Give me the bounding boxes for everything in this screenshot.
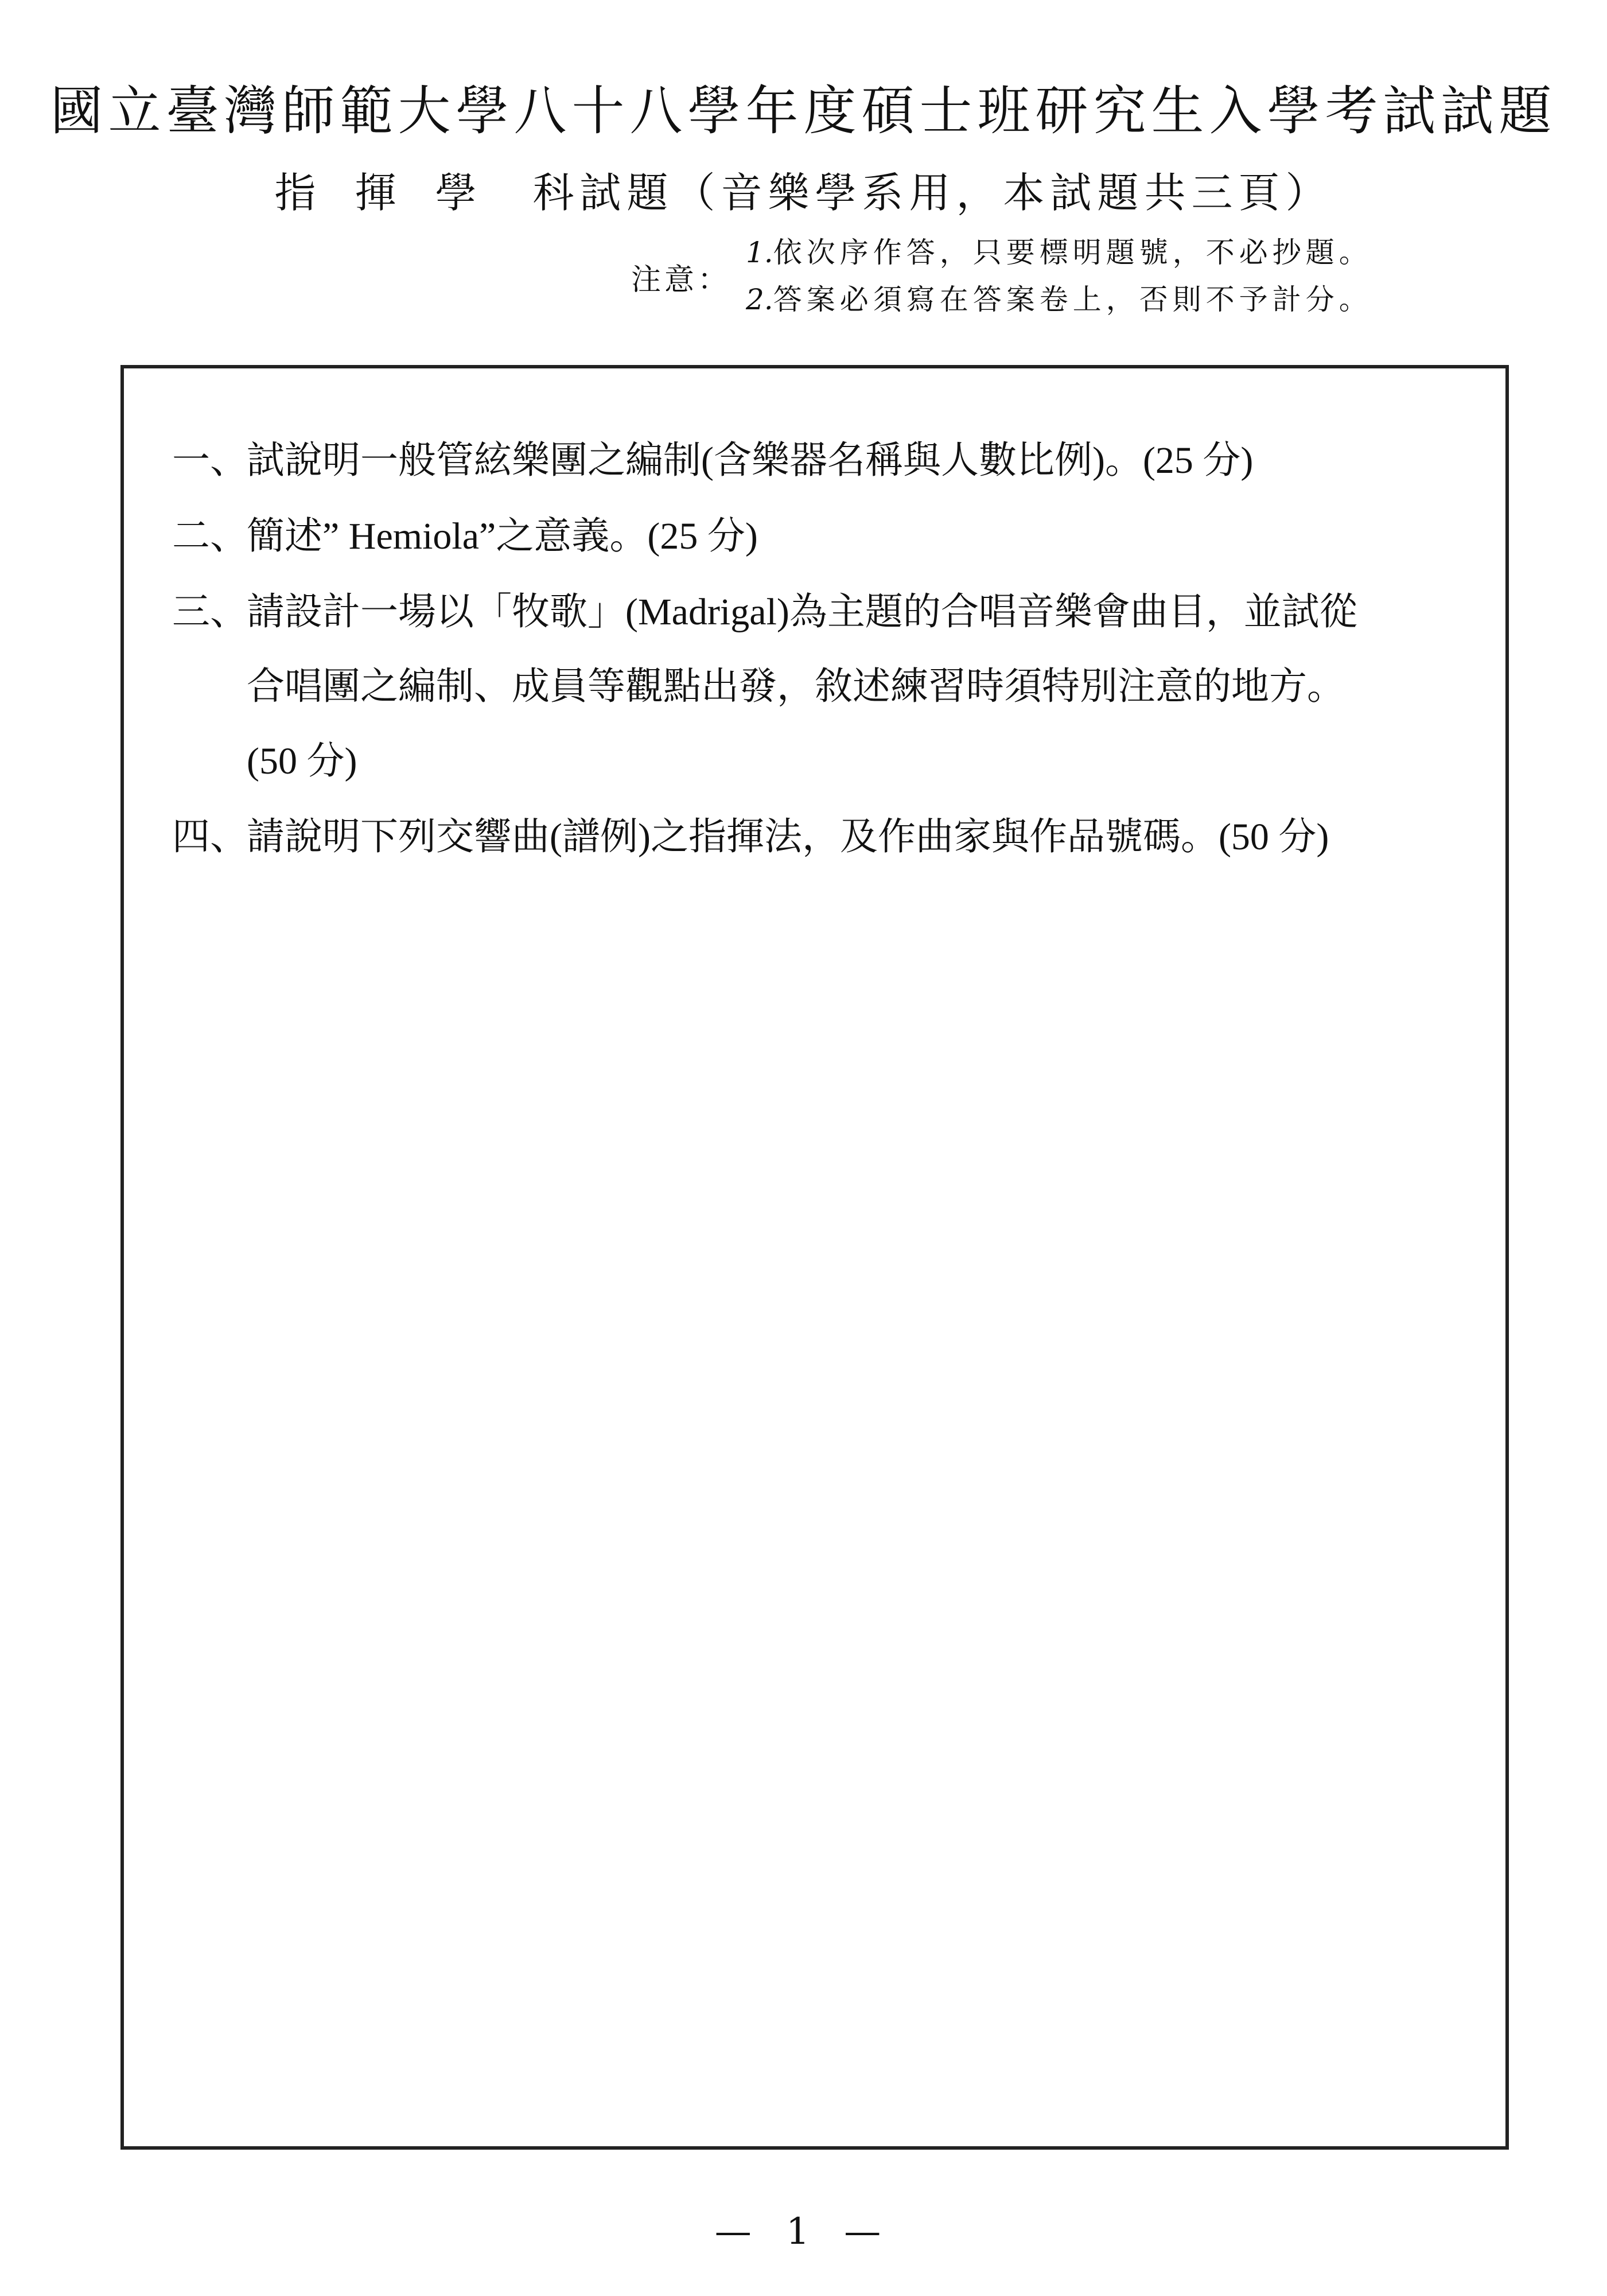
notice-item-1: [746, 230, 1372, 271]
question-text: 試說明一般管絃樂團之編制(含樂器名稱與人數比例)。(25 分): [247, 440, 1254, 481]
question-number: 二、: [172, 515, 248, 557]
question-2: [172, 505, 758, 560]
notice-label: 注意：: [631, 263, 731, 297]
notice-item-text: 答案必須寫在答案卷上，否則不予計分。: [773, 283, 1372, 316]
question-3: [172, 581, 1357, 635]
subject-name: 指揮學: [274, 169, 516, 217]
question-text: 簡述” Hemiola”之意義。(25 分): [247, 515, 758, 557]
question-3-points: (50 分): [247, 740, 357, 782]
question-number: 四、: [172, 816, 248, 858]
notice-item-number: 2.: [746, 283, 773, 316]
page-number: — 1 —: [714, 2210, 893, 2253]
notice-block: [631, 230, 1434, 321]
notice-item-text: 依次序作答，只要標明題號，不必抄題。: [773, 236, 1372, 269]
exam-title: 國立臺灣師範大學八十八學年度碩士班研究生入學考試試題: [50, 80, 1557, 142]
subject-info: 科試題（音樂學系用，本試題共三頁）: [532, 169, 1333, 217]
question-4: [172, 806, 1329, 860]
notice-item-number: 1.: [746, 236, 773, 269]
question-3-continuation: 合唱團之編制、成員等觀點出發，敘述練習時須特別注意的地方。: [247, 666, 1345, 708]
question-number: 三、: [172, 591, 248, 633]
question-text: 請設計一場以「牧歌」(Madrigal)為主題的合唱音樂會曲目，並試從: [247, 591, 1357, 633]
question-text: 請說明下列交響曲(譜例)之指揮法，及作曲家與作品號碼。(50 分): [247, 816, 1329, 858]
exam-subject-line: [0, 160, 1607, 219]
question-number: 一、: [172, 440, 248, 481]
notice-item-2: [746, 277, 1372, 318]
question-1: [172, 429, 1253, 484]
